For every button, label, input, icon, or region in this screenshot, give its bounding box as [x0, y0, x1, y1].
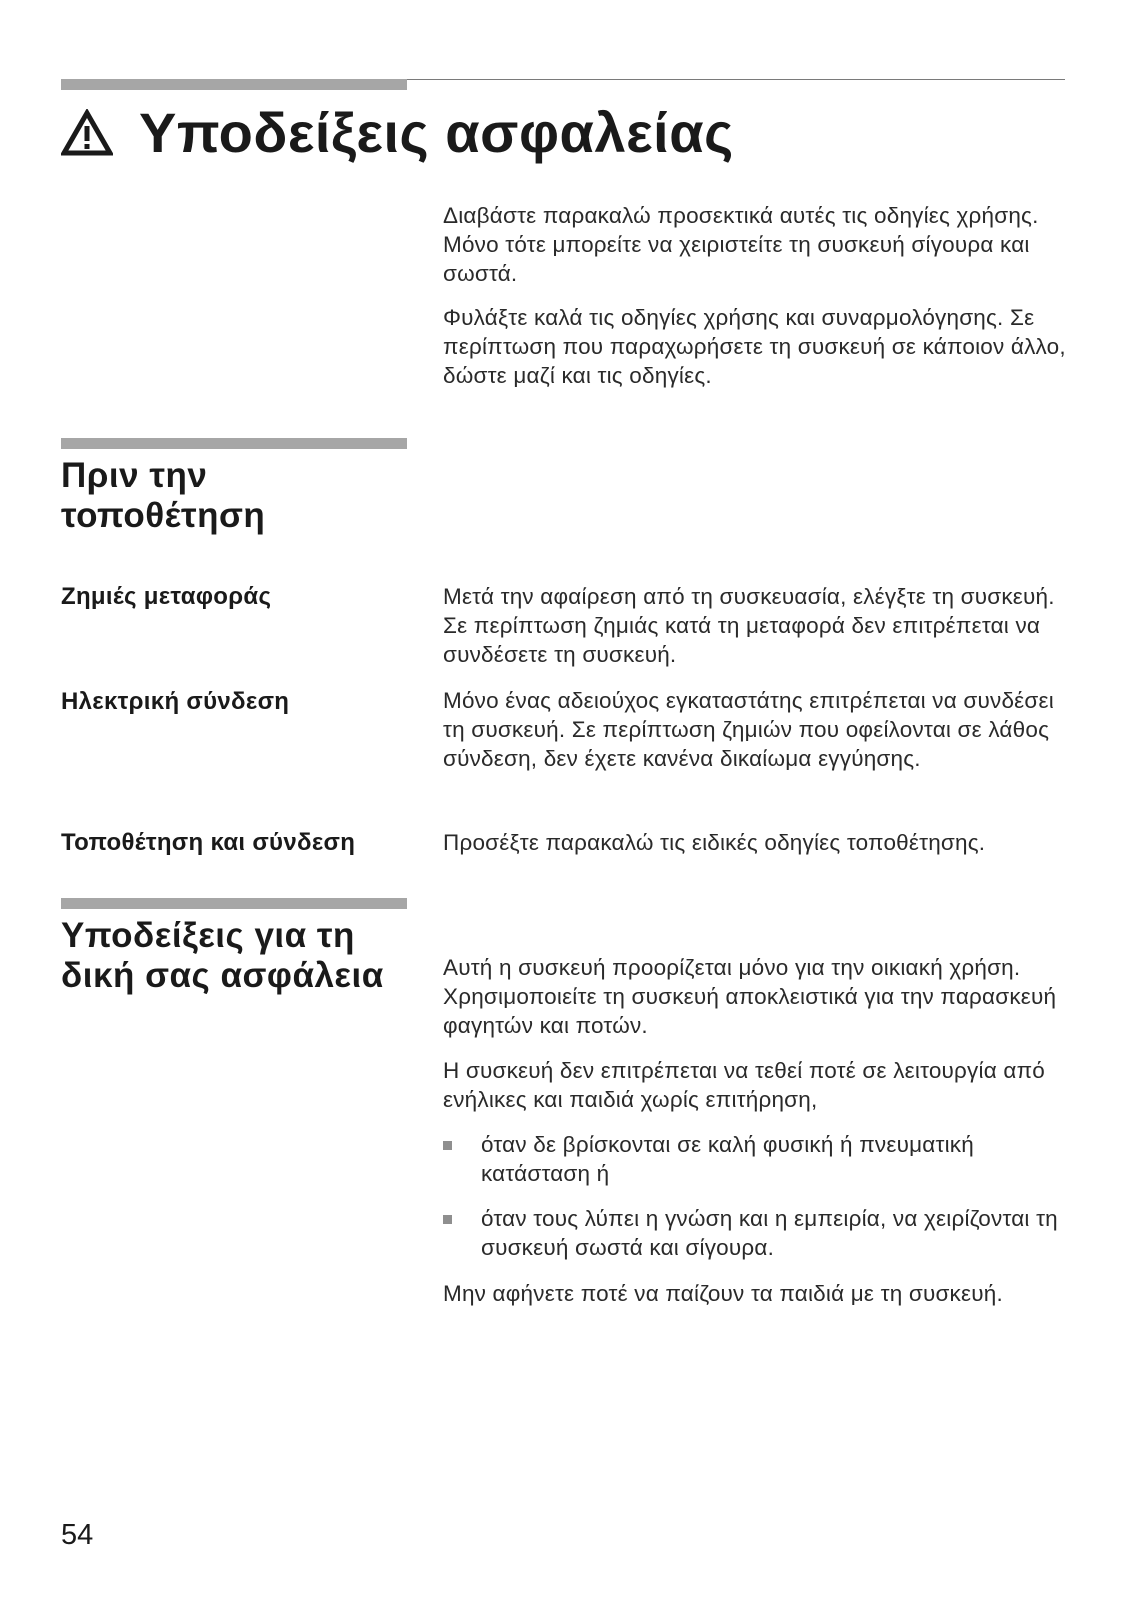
- bullet-square-icon: [443, 1141, 452, 1150]
- page-number: 54: [61, 1519, 94, 1551]
- bullet-text: όταν τους λύπει η γνώση και η εμπειρία, να χειρίζονται τη συσκευή σωστά και σίγουρα.: [481, 1206, 1058, 1260]
- section-title-own-safety: Υποδείξεις για τη δική σας ασφάλεια: [61, 916, 384, 995]
- page-title: [61, 100, 734, 165]
- header-rule-thin: [407, 79, 1065, 80]
- section-title-before-installation: Πριν την τοποθέτηση: [61, 456, 266, 535]
- header-rule-thick: [61, 79, 407, 90]
- bullet-item: [443, 1204, 1073, 1262]
- section-rule-before-installation: [61, 438, 407, 449]
- text-transport-damage: Μετά την αφαίρεση από τη συσκευασία, ελέγξτε τη συσκευή. Σε περίπτωση ζημιάς κατά τη μεταφορά δεν επιτρέπεται να συνδέσετε τη συσκευή.: [443, 584, 1055, 667]
- safety-paragraph-1: Αυτή η συσκευή προορίζεται μόνο για την οικιακή χρήση. Χρησιμοποιείτε τη συσκευή αποκλειστικά για την παρασκευή φαγητών και ποτών.: [443, 955, 1057, 1038]
- bullet-square-icon: [443, 1215, 452, 1224]
- intro-paragraph-1: Διαβάστε παρακαλώ προσεκτικά αυτές τις οδηγίες χρήσης. Μόνο τότε μπορείτε να χειριστείτε τη συσκευή σίγουρα και σωστά.: [443, 203, 1039, 286]
- intro-paragraph-2: Φυλάξτε καλά τις οδηγίες χρήσης και συναρμολόγησης. Σε περίπτωση που παραχωρήσετε τη συσκευή σε κάποιον άλλο, δώστε μαζί και τις οδηγίες.: [443, 305, 1066, 388]
- safety-paragraph-2: Η συσκευή δεν επιτρέπεται να τεθεί ποτέ σε λειτουργία από ενήλικες και παιδιά χωρίς επιτήρηση,: [443, 1058, 1046, 1112]
- text-installation-connection: Προσέξτε παρακαλώ τις ειδικές οδηγίες τοποθέτησης.: [443, 830, 986, 855]
- label-transport-damage: Ζημιές μεταφοράς: [61, 583, 272, 610]
- bullet-item: [443, 1130, 1073, 1188]
- safety-paragraph-3: Μην αφήνετε ποτέ να παίζουν τα παιδιά με τη συσκευή.: [443, 1281, 1003, 1306]
- section-rule-own-safety: [61, 898, 407, 909]
- warning-triangle-icon: [61, 109, 113, 157]
- page-title-text: Υποδείξεις ασφαλείας: [139, 101, 734, 164]
- label-installation-connection: Τοποθέτηση και σύνδεση: [61, 829, 356, 856]
- text-electrical-connection: Μόνο ένας αδειούχος εγκαταστάτης επιτρέπεται να συνδέσει τη συσκευή. Σε περίπτωση ζημιών που οφείλονται σε λάθος σύνδεση, δεν έχετε κανένα δικαίωμα εγγύησης.: [443, 688, 1054, 771]
- bullet-text: όταν δε βρίσκονται σε καλή φυσική ή πνευματική κατάσταση ή: [481, 1132, 974, 1186]
- label-electrical-connection: Ηλεκτρική σύνδεση: [61, 688, 290, 715]
